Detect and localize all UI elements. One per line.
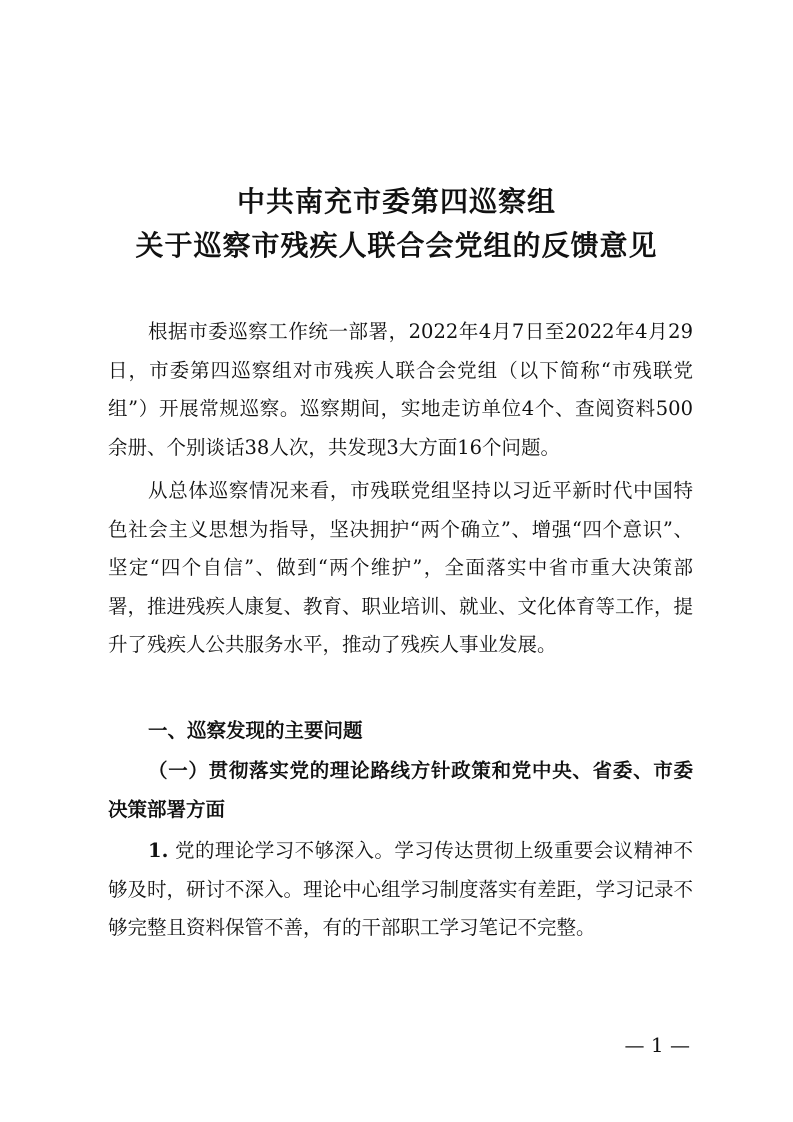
item-1-text: 党的理论学习不够深入。学习传达贯彻上级重要会议精神不够及时，研讨不深入。理论中心组学习制度落实有差距，学习记录不够完整且资料保管不善，有的干部职工学习笔记不完整。 [108,839,694,940]
page-number: — 1 — [624,1033,690,1057]
document-title-line-2: 关于巡察市残疾人联合会党组的反馈意见 [135,229,658,262]
section-heading-1: 一、巡察发现的主要问题 [148,719,363,742]
document-title-line-1: 中共南充市委第四巡察组 [236,185,556,218]
paragraph-overview: 从总体巡察情况来看，市残联党组坚持以习近平新时代中国特色社会主义思想为指导，坚决拥护“两个确立”、增强“四个意识”、坚定“四个自信”、做到“两个维护”，全面落实中省市重大决策部署，推进残疾人康复、教育、职业培训、就业、文化体育等工作，提升了残疾人公共服务水平，推动了残疾人事业发展。 [108,479,694,657]
item-1-number: 1. [148,839,169,862]
paragraph-intro: 根据市委巡察工作统一部署，2022年4月7日至2022年4月29日，市委第四巡察组对市残疾人联合会党组（以下简称“市残联党组”）开展常规巡察。巡察期间，实地走访单位4个、查阅资料500余册、个别谈话38人次，共发现3大方面16个问题。 [108,320,693,459]
item-1-paragraph [108,832,693,948]
subsection-heading-1: （一）贯彻落实党的理论路线方针政策和党中央、省委、市委决策部署方面 [108,759,693,821]
